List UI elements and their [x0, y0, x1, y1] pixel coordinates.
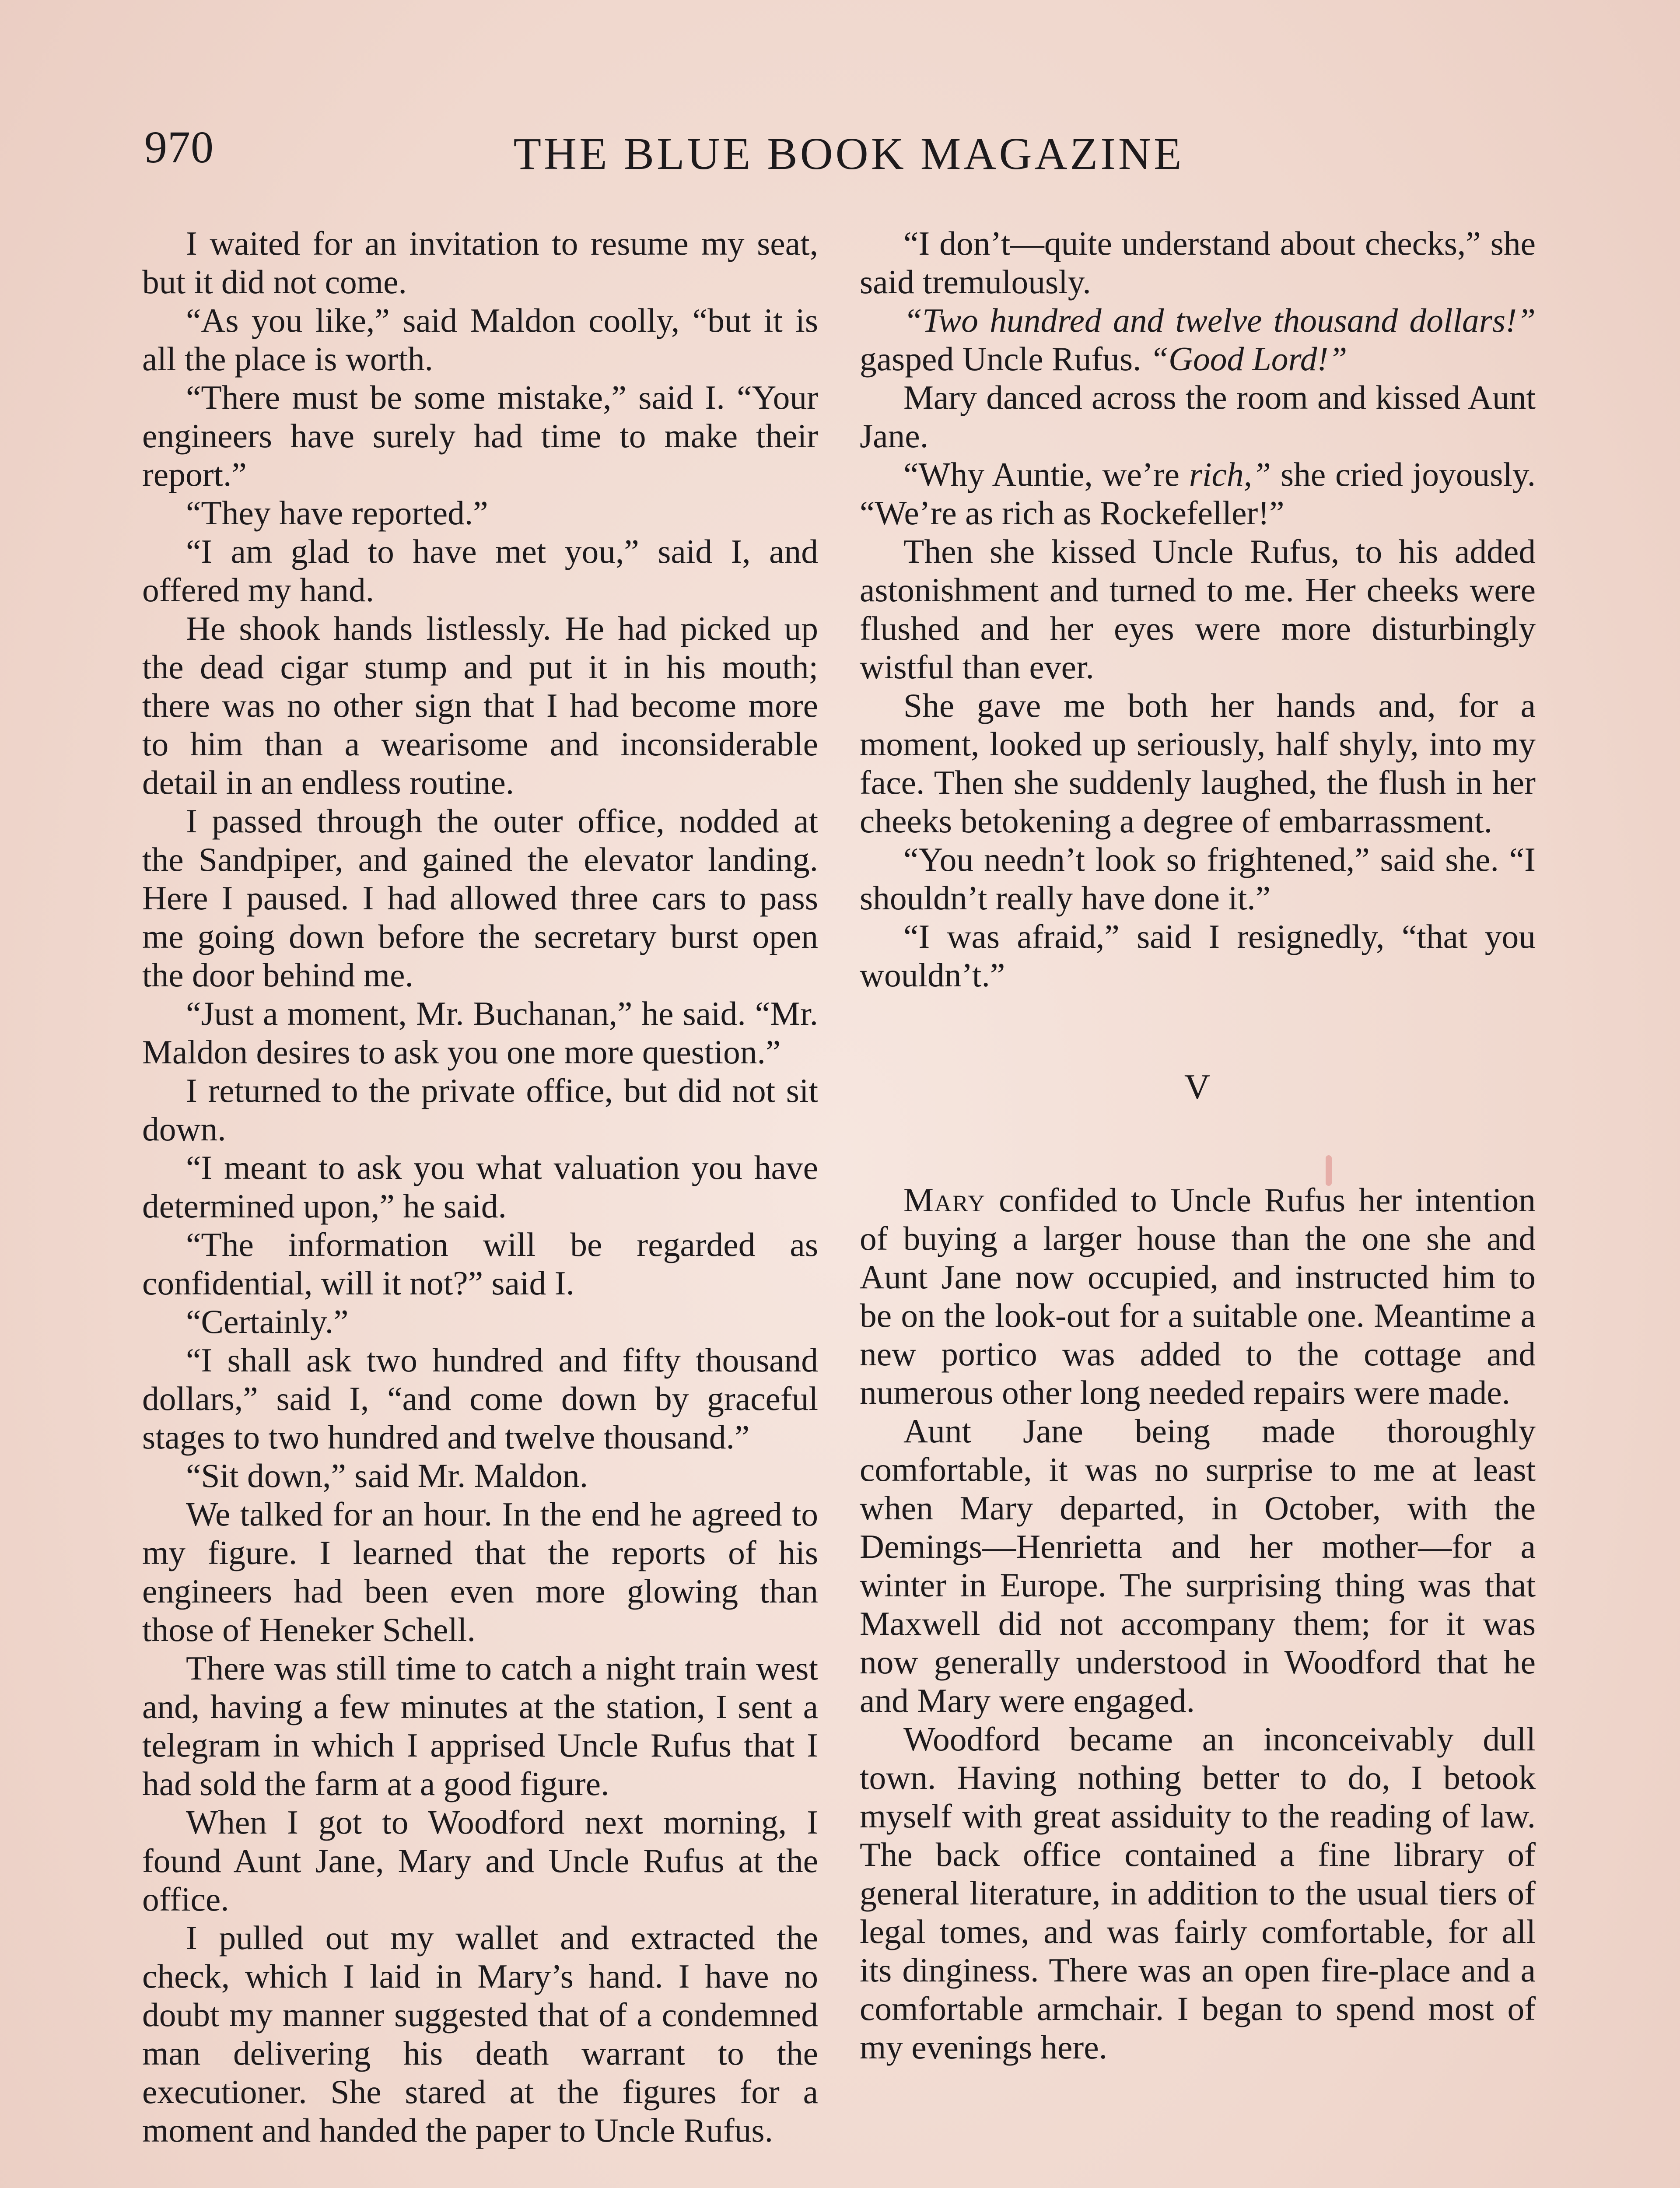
paragraph: I returned to the private office, but did not sit down.	[142, 1072, 818, 1148]
section-heading: V	[1184, 1067, 1211, 1107]
paragraph: “They have reported.”	[186, 494, 488, 532]
paragraph	[860, 455, 1536, 532]
paragraph: I waited for an invitation to resume my seat, but it did not come.	[142, 224, 818, 301]
paragraph-text: gasped Uncle Rufus.	[860, 340, 1150, 378]
paragraph: There was still time to catch a night train west and, having a few minutes at the station, I sent a telegram in which I apprised Uncle Rufus that I had sold the farm at a good figure.	[142, 1649, 818, 1802]
paper-blemish	[1326, 1155, 1332, 1186]
paragraph-text: confided to Uncle Rufus her intention of buying a larger house than the one she and Aunt Jane now occupied, and instructed him to be on the look-out for a suitable one. Meantime a new portico was added to the cottage and numerous other long needed repairs were made.	[860, 1181, 1536, 1411]
paragraph-text: “Why Auntie, we’re	[903, 456, 1189, 493]
paragraph: When I got to Woodford next morning, I found Aunt Jane, Mary and Uncle Rufus at the office.	[142, 1803, 818, 1918]
italic-exclamation: “Good Lord!”	[1149, 340, 1348, 378]
paragraph: Mary danced across the room and kissed Aunt Jane.	[860, 379, 1536, 455]
paragraph: “Sit down,” said Mr. Maldon.	[186, 1457, 588, 1494]
italic-exclamation: “Two hundred and twelve thousand dollars!”	[903, 302, 1536, 339]
page-number: 970	[144, 122, 214, 172]
paragraph: Then she kissed Uncle Rufus, to his added astonishment and turned to me. Her cheeks were flushed and her eyes were more disturbingly wistful than ever.	[860, 533, 1536, 686]
paragraph	[860, 1181, 1536, 1412]
paragraph: I pulled out my wallet and extracted the check, which I laid in Mary’s hand. I have no doubt my manner suggested that of a condemned man delivering his death warrant to the executioner. She stared at the figures for a moment and handed the paper to Uncle Rufus.	[142, 1919, 818, 2149]
paragraph: “Just a moment, Mr. Buchanan,” he said. “Mr. Maldon desires to ask you one more question.”	[142, 995, 818, 1071]
paragraph: “As you like,” said Maldon coolly, “but it is all the place is worth.	[142, 302, 818, 378]
paragraph: “The information will be regarded as confidential, will it not?” said I.	[142, 1226, 818, 1302]
lead-word: Mary	[903, 1181, 986, 1219]
right-column	[860, 224, 1536, 2066]
paragraph: Woodford became an inconceivably dull town. Having nothing better to do, I betook myself with great assiduity to the reading of law. The back office contained a fine library of general literature, in addition to the usual tiers of legal tomes, and was fairly comfortable, for all its dinginess. There was an open fire-place and a comfortable armchair. I began to spend most of my evenings here.	[860, 1720, 1536, 2066]
paragraph: We talked for an hour. In the end he agreed to my figure. I learned that the reports of his engineers had been even more glowing than those of Heneker Schell.	[142, 1495, 818, 1648]
paragraph: “Certainly.”	[186, 1303, 349, 1340]
paragraph	[860, 301, 1536, 378]
italic-word: rich,”	[1189, 456, 1271, 493]
paragraph: “I am glad to have met you,” said I, and offered my hand.	[142, 533, 818, 609]
paragraph: I passed through the outer office, nodded at the Sandpiper, and gained the elevator landing. Here I paused. I had allowed three cars to pass me going down before the secretary burst open the door behind me.	[142, 802, 818, 994]
left-column	[142, 224, 818, 2149]
paragraph: He shook hands listlessly. He had picked up the dead cigar stump and put it in his mouth; there was no other sign that I had become more to him than a wearisome and inconsiderable detail in an endless routine.	[142, 610, 818, 801]
paragraph-text: she cried joyously. “We’re as rich as Rockefeller!”	[860, 456, 1536, 532]
paragraph: “I meant to ask you what valuation you have determined upon,” he said.	[142, 1149, 818, 1225]
paragraph: Aunt Jane being made thoroughly comfortable, it was no surprise to me at least when Mary departed, in October, with the Demings—Henrietta and her mother—for a winter in Europe. The surprising thing was that Maxwell did not accompany them; for it was now generally understood in Woodford that he and Mary were engaged.	[860, 1412, 1536, 1719]
paragraph: “You needn’t look so frightened,” said she. “I shouldn’t really have done it.”	[860, 841, 1536, 917]
paragraph: “There must be some mistake,” said I. “Your engineers have surely had time to make their report.”	[142, 379, 818, 493]
paragraph: “I shall ask two hundred and fifty thousand dollars,” said I, “and come down by graceful stages to two hundred and twelve thousand.”	[142, 1341, 818, 1456]
paragraph: “I don’t—quite understand about checks,” she said tremulously.	[860, 224, 1536, 301]
running-head: THE BLUE BOOK MAGAZINE	[513, 129, 1184, 179]
paragraph: She gave me both her hands and, for a moment, looked up seriously, half shyly, into my face. Then she suddenly laughed, the flush in her cheeks betokening a degree of embarrassment.	[860, 687, 1536, 840]
paragraph: “I was afraid,” said I resignedly, “that you wouldn’t.”	[860, 918, 1536, 994]
